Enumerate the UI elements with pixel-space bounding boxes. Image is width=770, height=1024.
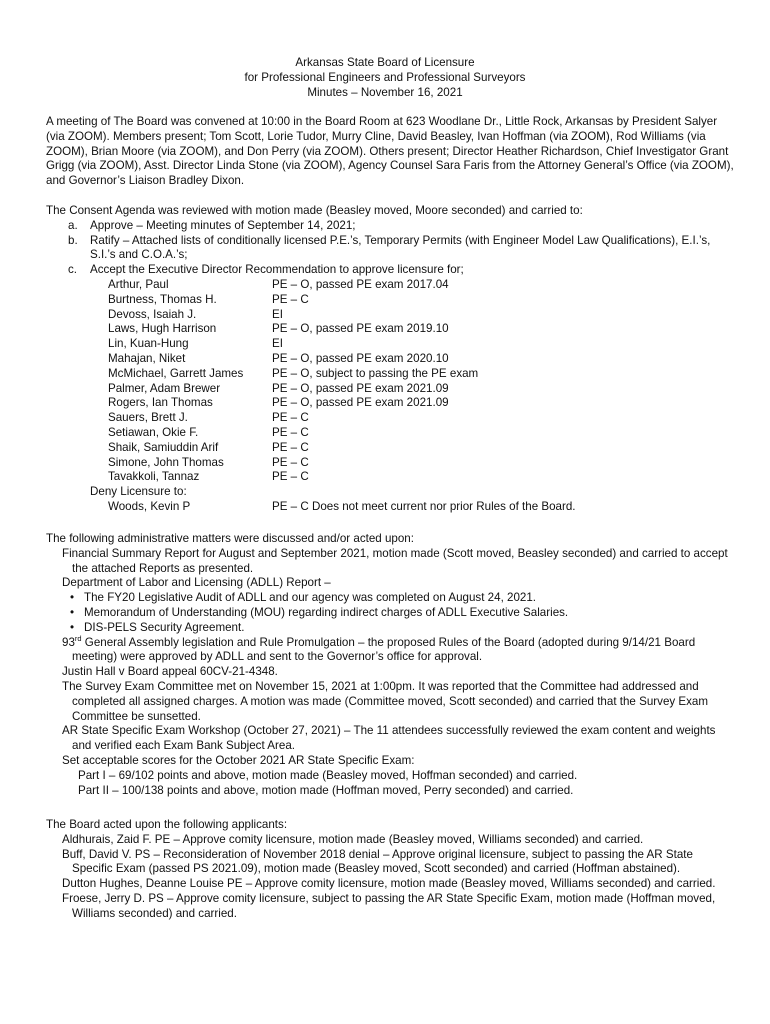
- bullet-dot-icon: •: [70, 620, 75, 634]
- adll-bullet-text: The FY20 Legislative Audit of ADLL and our agency was completed on August 24, 2021.: [84, 591, 537, 605]
- applicants-heading: The Board acted upon the following applicants:: [46, 818, 288, 831]
- financial-summary-item: Financial Summary Report for August and September 2021, motion made (Scott moved, Beasley seconded) and carried to accept the attached Reports as presented.: [62, 546, 728, 575]
- licensee-status: PE – O, passed PE exam 2020.10: [272, 351, 449, 365]
- bullet-dot-icon: •: [70, 591, 75, 605]
- applicant-item: Froese, Jerry D. PS – Approve comity licensure, subject to passing the AR State Specific Exam, motion made (Hoffman moved, Williams seconded) and carried.: [62, 891, 716, 920]
- licensee-status: PE – C: [272, 455, 309, 469]
- licensee-name: Burtness, Thomas H.: [108, 292, 217, 306]
- adll-bullet: [46, 621, 736, 636]
- adll-bullet-text: DIS-PELS Security Agreement.: [84, 620, 245, 634]
- deny-heading: Deny Licensure to:: [90, 485, 187, 499]
- licensee-row: [46, 396, 736, 411]
- header-board-name: Arkansas State Board of Licensure: [295, 56, 475, 69]
- exam-workshop-item: AR State Specific Exam Workshop (October 27, 2021) – The 11 attendees successfully reviewed the exam content and weights and verified each Exam Bank Subject Area.: [62, 724, 716, 753]
- licensee-name: Shaik, Samiuddin Arif: [108, 440, 219, 454]
- admin-section: [46, 532, 736, 798]
- licensee-name: Devoss, Isaiah J.: [108, 307, 197, 321]
- consent-item-marker: a.: [68, 218, 78, 232]
- licensee-row: [46, 441, 736, 456]
- assembly-ordinal-suffix: rd: [74, 633, 82, 643]
- licensee-row: [46, 426, 736, 441]
- licensee-name: Setiawan, Okie F.: [108, 425, 199, 439]
- licensee-name: Lin, Kuan-Hung: [108, 337, 189, 351]
- consent-item-marker: c.: [68, 263, 78, 277]
- licensee-row: [46, 293, 736, 308]
- licensee-row: [46, 337, 736, 352]
- licensee-name: McMichael, Garrett James: [108, 366, 244, 380]
- denied-row: [46, 500, 736, 515]
- document-header: [0, 56, 770, 100]
- consent-heading: The Consent Agenda was reviewed with motion made (Beasley moved, Moore seconded) and carried to:: [46, 204, 583, 217]
- licensee-status: PE – O, passed PE exam 2019.10: [272, 322, 449, 336]
- survey-committee-item: The Survey Exam Committee met on November 15, 2021 at 1:00pm. It was reported that the Committee had addressed and completed all assigned charges. A motion was made (Committee moved, Scott seconded) and carried that the Survey Exam Committee be sunsetted.: [62, 679, 709, 723]
- consent-item-text: Approve – Meeting minutes of September 14, 2021;: [90, 218, 356, 232]
- applicants-section: [46, 818, 736, 922]
- bullet-dot-icon: •: [70, 605, 75, 619]
- licensee-row: [46, 322, 736, 337]
- licensee-status: PE – C: [272, 425, 309, 439]
- licensee-row: [46, 352, 736, 367]
- licensee-status: EI: [272, 337, 283, 351]
- licensee-name: Simone, John Thomas: [108, 455, 224, 469]
- adll-report-heading: Department of Labor and Licensing (ADLL) Report –: [62, 576, 331, 590]
- consent-item-text: Ratify – Attached lists of conditionally licensed P.E.’s, Temporary Permits (with Engineer Model Law Qualifications), E.I.’s, S.I.’s and C.O.A.’s;: [90, 233, 711, 262]
- licensee-name: Mahajan, Niket: [108, 351, 186, 365]
- header-minutes-date: Minutes – November 16, 2021: [307, 85, 463, 99]
- intro-paragraph: A meeting of The Board was convened at 10:00 in the Board Room at 623 Woodlane Dr., Little Rock, Arkansas by President Salyer (via ZOOM). Members present; Tom Scott, Lorie Tudor, Murry Cline, David Beasley, Ivan Hoffman (via ZOOM), Rod Williams (via ZOOM), Brian Moore (via ZOOM), and Don Perry (via ZOOM). Others present; Director Heather Richardson, Chief Investigator Grant Grigg (via ZOOM), Asst. Director Linda Stone (via ZOOM), Agency Counsel Sara Faris from the Attorney General’s Office (via ZOOM), and Governor’s Liaison Bradley Dixon.: [46, 115, 734, 188]
- licensee-status: PE – O, passed PE exam 2017.04: [272, 277, 449, 291]
- licensee-name: Palmer, Adam Brewer: [108, 381, 221, 395]
- licensee-row: [46, 367, 736, 382]
- appeal-item: Justin Hall v Board appeal 60CV-21-4348.: [62, 665, 278, 679]
- licensee-list: [46, 278, 736, 485]
- licensee-name: Sauers, Brett J.: [108, 411, 188, 425]
- licensee-row: [46, 382, 736, 397]
- licensee-row: [46, 308, 736, 323]
- licensee-name: Laws, Hugh Harrison: [108, 322, 217, 336]
- consent-agenda-section: [46, 204, 736, 515]
- adll-bullet-text: Memorandum of Understanding (MOU) regarding indirect charges of ADLL Executive Salaries.: [84, 605, 569, 619]
- licensee-row: [46, 278, 736, 293]
- scores-heading: Set acceptable scores for the October 2021 AR State Specific Exam:: [62, 753, 415, 767]
- score-part-2: Part II – 100/138 points and above, motion made (Hoffman moved, Perry seconded) and carried.: [78, 783, 574, 797]
- licensee-row: [46, 470, 736, 485]
- adll-bullet: [46, 606, 736, 621]
- consent-item-c: [46, 263, 736, 278]
- licensee-row: [46, 456, 736, 471]
- header-board-scope: for Professional Engineers and Professional Surveyors: [244, 70, 526, 84]
- licensee-status: PE – C: [272, 292, 309, 306]
- licensee-status: PE – C: [272, 440, 309, 454]
- licensee-status: PE – O, passed PE exam 2021.09: [272, 381, 449, 395]
- assembly-text: General Assembly legislation and Rule Promulgation – the proposed Rules of the Board (adopted during 9/14/21 Board meeting) were approved by ADLL and sent to the Governor’s office for approval.: [72, 635, 696, 664]
- licensee-name: Tavakkoli, Tannaz: [108, 470, 200, 484]
- licensee-status: PE – C: [272, 411, 309, 425]
- adll-bullet: [46, 591, 736, 606]
- licensee-status: PE – O, subject to passing the PE exam: [272, 366, 479, 380]
- consent-item-marker: b.: [68, 233, 78, 247]
- applicant-item: Dutton Hughes, Deanne Louise PE – Approve comity licensure, motion made (Beasley moved, Williams seconded) and carried.: [62, 877, 716, 891]
- assembly-number: 93: [62, 635, 75, 649]
- licensee-name: Rogers, Ian Thomas: [108, 396, 213, 410]
- consent-item-a: [46, 219, 736, 234]
- licensee-status: PE – O, passed PE exam 2021.09: [272, 396, 449, 410]
- admin-heading: The following administrative matters were discussed and/or acted upon:: [46, 532, 414, 545]
- licensee-status: EI: [272, 307, 283, 321]
- consent-item-text: Accept the Executive Director Recommendation to approve licensure for;: [90, 263, 464, 277]
- consent-item-b: [46, 234, 736, 264]
- denied-name: Woods, Kevin P: [108, 499, 191, 513]
- applicant-item: Aldhurais, Zaid F. PE – Approve comity licensure, motion made (Beasley moved, Williams seconded) and carried.: [62, 832, 644, 846]
- general-assembly-item: [46, 633, 736, 666]
- denied-status: PE – C Does not meet current nor prior Rules of the Board.: [272, 499, 576, 513]
- licensee-status: PE – C: [272, 470, 309, 484]
- intro-section: [46, 115, 736, 189]
- licensee-name: Arthur, Paul: [108, 277, 169, 291]
- applicant-item: Buff, David V. PS – Reconsideration of November 2018 denial – Approve original licensure, subject to passing the AR State Specific Exam (passed PS 2021.09), motion made (Beasley moved, Scott seconded) and carried (Hoffman abstained).: [62, 847, 693, 876]
- licensee-row: [46, 411, 736, 426]
- score-part-1: Part I – 69/102 points and above, motion made (Beasley moved, Hoffman seconded) and carried.: [78, 768, 578, 782]
